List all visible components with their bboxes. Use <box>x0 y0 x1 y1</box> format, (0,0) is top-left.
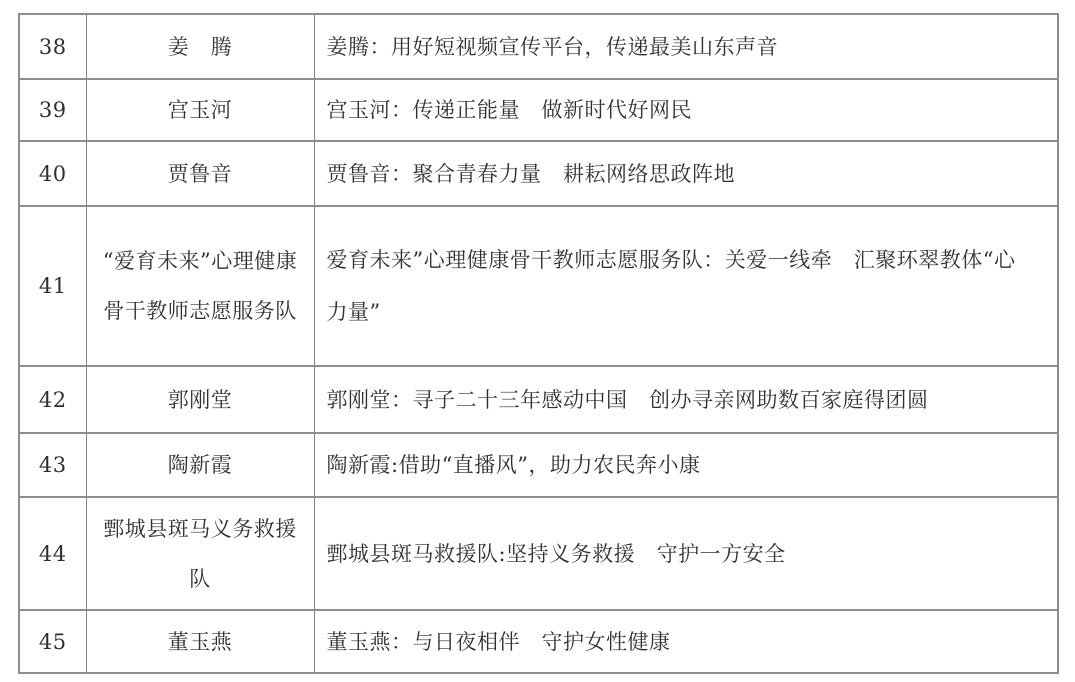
slogan-cell: 宫玉河：传递正能量 做新时代好网民 <box>314 79 1058 141</box>
name-cell: 姜 腾 <box>86 14 314 79</box>
table-row <box>19 14 1058 79</box>
row-number-cell: 45 <box>19 610 86 673</box>
row-number-cell: 43 <box>19 433 86 497</box>
name-cell: 宫玉河 <box>86 79 314 141</box>
table-row <box>19 141 1058 206</box>
name-cell: 贾鲁音 <box>86 141 314 206</box>
slogan-cell: 爱育未来”心理健康骨干教师志愿服务队：关爱一线牵 汇聚环翠教体“心力量” <box>314 206 1058 366</box>
slogan-cell: 鄄城县斑马救援队:坚持义务救援 守护一方安全 <box>314 497 1058 610</box>
name-cell: “爱育未来”心理健康骨干教师志愿服务队 <box>86 206 314 366</box>
table-row <box>19 497 1058 610</box>
slogan-cell: 贾鲁音：聚合青春力量 耕耘网络思政阵地 <box>314 141 1058 206</box>
row-number-cell: 40 <box>19 141 86 206</box>
slogan-cell: 陶新霞:借助“直播风”，助力农民奔小康 <box>314 433 1058 497</box>
name-cell: 陶新霞 <box>86 433 314 497</box>
row-number-cell: 41 <box>19 206 86 366</box>
name-cell: 鄄城县斑马义务救援队 <box>86 497 314 610</box>
table-row <box>19 206 1058 366</box>
table-row <box>19 610 1058 673</box>
row-number-cell: 39 <box>19 79 86 141</box>
slogan-cell: 郭刚堂：寻子二十三年感动中国 创办寻亲网助数百家庭得团圆 <box>314 366 1058 433</box>
table-row <box>19 433 1058 497</box>
row-number-cell: 38 <box>19 14 86 79</box>
table-body <box>19 14 1058 673</box>
table-row <box>19 79 1058 141</box>
table-row <box>19 366 1058 433</box>
name-cell: 郭刚堂 <box>86 366 314 433</box>
slogan-cell: 董玉燕：与日夜相伴 守护女性健康 <box>314 610 1058 673</box>
honor-roll-table <box>18 13 1059 674</box>
name-cell: 董玉燕 <box>86 610 314 673</box>
row-number-cell: 42 <box>19 366 86 433</box>
slogan-cell: 姜腾：用好短视频宣传平台，传递最美山东声音 <box>314 14 1058 79</box>
row-number-cell: 44 <box>19 497 86 610</box>
